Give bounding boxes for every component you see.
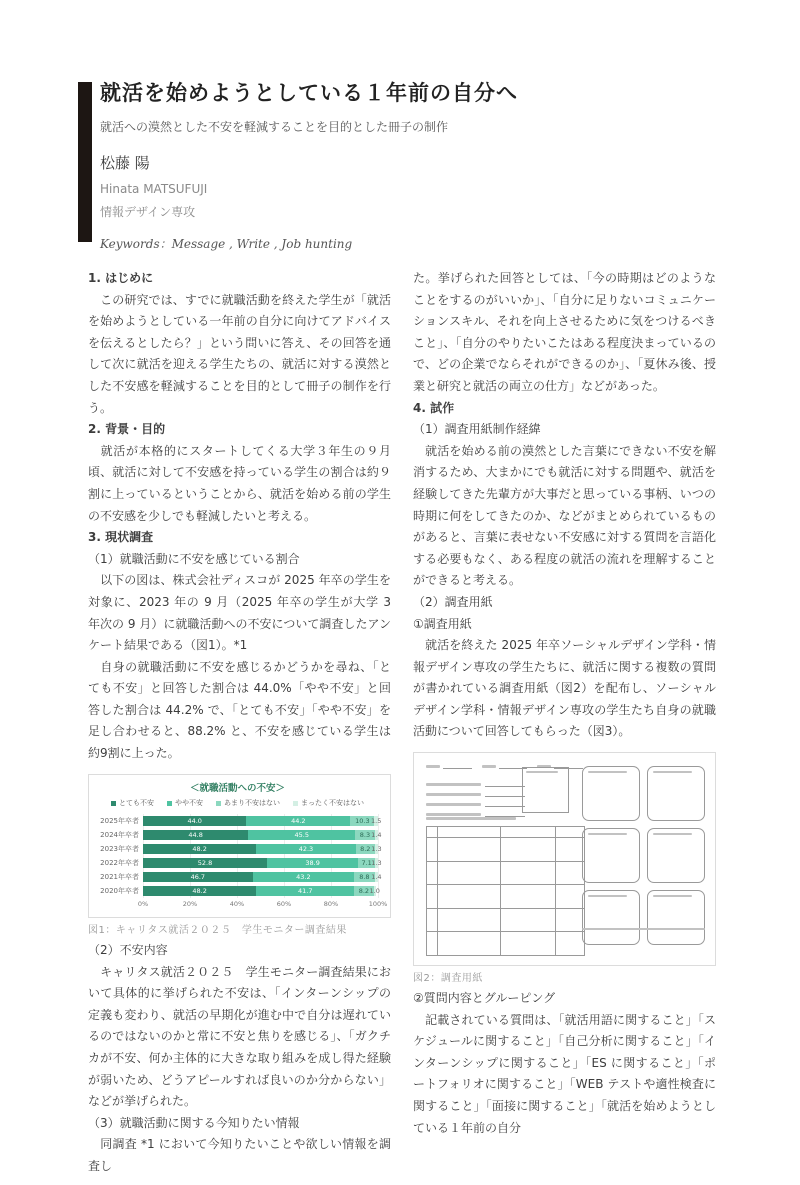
- bar-value-label: 8.2: [360, 845, 371, 854]
- legend-swatch: [167, 801, 172, 806]
- section-4-1-paragraph: 就活を始める前の漠然とした言葉にできない不安を解消するため、大まかにでも就活に対する問題や、就活を経験してきた先輩方が大事だと思っている事柄、いつの時期に何をしてきたのか、などがまとめられているものがあると、言葉に表せない不安感に対する質問を言語化する必要もなく、ある程度の就活の流れを理解することができると考える。: [413, 443, 716, 588]
- x-tick-label: 80%: [323, 900, 339, 909]
- chart-category-label: 2024年卒者: [100, 830, 139, 839]
- form-table-cell: [427, 932, 437, 955]
- form-table-cell: [501, 838, 555, 861]
- form-table-cell: [427, 862, 437, 885]
- form-table-cell: [556, 838, 583, 861]
- bar-segment: [246, 816, 350, 826]
- bar-value-label: 44.2: [291, 817, 306, 826]
- answer-box: [582, 828, 640, 883]
- x-tick-label: 20%: [182, 900, 198, 909]
- fig1-plot: [93, 814, 388, 913]
- answer-box: [647, 828, 705, 883]
- form-table-cell: [438, 885, 500, 908]
- bar-value-label: 48.2: [192, 887, 207, 896]
- bar-value-label: 1.0: [369, 887, 380, 896]
- bar-value-label: 7.1: [361, 859, 372, 868]
- page-subtitle: 就活への漠然とした不安を軽減することを目的とした冊子の制作: [100, 120, 449, 135]
- answer-box-title-line: [653, 895, 692, 897]
- bar-segment: [253, 872, 354, 882]
- section-4-1-heading: （1）調査用紙制作経緯: [413, 422, 541, 437]
- form-table-cell: [427, 838, 437, 861]
- form-table-header-cell: [427, 827, 437, 837]
- form-table-cell: [438, 932, 500, 955]
- legend-swatch: [216, 801, 221, 806]
- bar-value-label: 1.3: [371, 859, 382, 868]
- bar-segment: [369, 886, 380, 896]
- bar-segment: [371, 816, 382, 826]
- bar-value-label: 44.0: [187, 817, 202, 826]
- bar-value-label: 42.3: [298, 845, 314, 854]
- bar-value-label: 8.2: [358, 887, 370, 896]
- bar-value-label: 10.3: [355, 817, 370, 826]
- form-table-cell: [501, 862, 555, 885]
- chart-bar-row: [93, 870, 382, 884]
- form-footer-line: [582, 928, 705, 930]
- header: [78, 80, 718, 252]
- bar-segment: [256, 886, 354, 896]
- bar-segment: [267, 858, 358, 868]
- form-answer-boxes: [582, 766, 705, 945]
- bar-value-label: 38.9: [305, 859, 320, 868]
- chart-bar-row: [93, 856, 382, 870]
- chart-x-axis: [137, 900, 388, 913]
- bar-value-label: 1.5: [371, 817, 382, 826]
- bar-segment: [248, 830, 355, 840]
- section-4-2a-heading: ①調査用紙: [413, 616, 472, 631]
- bar-value-label: 44.8: [188, 831, 203, 840]
- form-table-cell: [501, 885, 555, 908]
- section-3-2-heading: （2）不安内容: [88, 943, 168, 958]
- chart-category-label: 2022年卒者: [100, 858, 139, 867]
- form-table-cell: [556, 885, 583, 908]
- x-tick-label: 60%: [276, 900, 292, 909]
- x-tick-label: 40%: [229, 900, 245, 909]
- section-4-heading: 4. 試作: [413, 400, 455, 415]
- bar-segment: [143, 886, 256, 896]
- form-table-cell: [427, 909, 437, 932]
- form-table-cell: [556, 862, 583, 885]
- form-table-header-cell: [438, 827, 500, 837]
- bar-segment: [371, 872, 382, 882]
- bar-value-label: 8.8: [359, 873, 370, 882]
- bar-value-label: 48.2: [192, 845, 207, 854]
- answer-box: [647, 890, 705, 945]
- chart-bar-row: [93, 828, 382, 842]
- bar-value-label: 1.4: [371, 831, 382, 840]
- chart-bar-row: [93, 814, 382, 828]
- bar-value-label: 45.5: [294, 831, 309, 840]
- answer-box: [582, 766, 640, 821]
- stacked-bar: [143, 816, 382, 826]
- chart-category-label: 2020年卒者: [100, 886, 139, 895]
- fig2-caption: 図2：調査用紙: [413, 973, 483, 985]
- legend-label: まったく不安はない: [301, 799, 364, 808]
- legend-swatch: [293, 801, 298, 806]
- legend-item: [293, 800, 364, 807]
- section-3-3-continued-paragraph: た。挙げられた回答としては、「今の時期はどのようなことをするのがいいか」、「自分に足りないコミュニケーションスキル、それを向上させるために気をつけるべきこと」、「自分のやりたいこたはある程度決まっているので、どの企業でならそれができるのか」、「夏休み後、授業と研究と就活の両立の仕方」などがあった。: [413, 271, 716, 393]
- form-table-header-cell: [501, 827, 555, 837]
- stacked-bar: [143, 872, 382, 882]
- bar-value-label: 43.2: [296, 873, 311, 882]
- author-affiliation: 情報デザイン専攻: [100, 205, 196, 220]
- bar-segment: [143, 816, 246, 826]
- bar-value-label: 1.3: [371, 845, 382, 854]
- form-note-box: [522, 767, 569, 813]
- form-table-cell: [427, 885, 437, 908]
- body-columns: [88, 268, 716, 1178]
- stacked-bar: [143, 844, 382, 854]
- answer-box-title-line: [653, 771, 692, 773]
- legend-item: [216, 800, 280, 807]
- section-2-paragraph: 就活が本格的にスタートしてくる大学３年生の９月頃、就活に対して不安感を持っている学生の割合は約９割に上っているということから、就活を始める前の学生の不安感を少しでも軽減したいと考える。: [88, 443, 391, 523]
- form-table-cell: [556, 909, 583, 932]
- section-3-2-paragraph: キャリタス就活２０２５ 学生モニター調査結果において具体的に挙げられた不安は、「インターンシップの定義も変わり、就活の早期化が進む中で自分は遅れているのではないのかと常に不安と焦りを感じる」、「ガクチカが不安、何か主体的に大きな取り組みを成し得た経験が弱いため、どうアピールすれば良いのか分からない」などが挙げられた。: [88, 964, 391, 1109]
- legend-swatch: [111, 801, 116, 806]
- stacked-bar: [143, 886, 378, 896]
- answer-box-title-line: [588, 771, 627, 773]
- section-4-2b-heading: ②質問内容とグルーピング: [413, 991, 556, 1006]
- section-3-1-heading: （1）就職活動に不安を感じている割合: [88, 551, 300, 566]
- section-3-1-paragraph-2: 自身の就職活動に不安を感じるかどうかを尋ね、「とても不安」と回答した割合は 44.0%「やや不安」と回答した割合は 44.2% で、「とても不安」「やや不安」を足し合わせると、88.2% と、不安を感じている学生は約9割に上った。: [88, 659, 391, 761]
- bar-segment: [143, 830, 248, 840]
- bar-value-label: 1.4: [371, 873, 382, 882]
- bar-segment: [143, 872, 253, 882]
- title-accent-bar: [78, 82, 92, 242]
- legend-item: [167, 800, 203, 807]
- bar-value-label: 8.3: [359, 831, 371, 840]
- legend-label: とても不安: [119, 799, 154, 808]
- stacked-bar: [143, 858, 382, 868]
- chart-category-label: 2021年卒者: [100, 872, 139, 881]
- legend-item: [111, 800, 154, 807]
- bar-value-label: 46.7: [190, 873, 206, 882]
- fig1-legend: [93, 800, 382, 807]
- chart-title: ＜就職活動への不安＞: [189, 782, 285, 794]
- bar-segment: [256, 844, 355, 854]
- author-name: 松藤 陽: [100, 154, 150, 173]
- section-4-2-heading: （2）調査用紙: [413, 594, 493, 609]
- answer-box: [647, 766, 705, 821]
- bar-segment: [371, 858, 382, 868]
- section-3-heading: 3. 現状調査: [88, 530, 154, 545]
- fig2-survey-form-figure: [413, 752, 716, 966]
- form-table-cell: [438, 862, 500, 885]
- form-table-header-cell: [556, 827, 583, 837]
- form-table-cell: [556, 932, 583, 955]
- form-table-cell: [438, 909, 500, 932]
- bar-segment: [371, 844, 382, 854]
- form-question-lines: [426, 777, 525, 817]
- legend-label: あまり不安はない: [224, 799, 280, 808]
- legend-label: やや不安: [175, 799, 203, 808]
- bar-segment: [143, 858, 267, 868]
- answer-box-title-line: [588, 895, 627, 897]
- bar-value-label: 41.7: [298, 887, 313, 896]
- fig1-rows: [93, 814, 382, 898]
- bar-value-label: 52.8: [197, 859, 213, 868]
- form-table-label: [426, 817, 516, 820]
- answer-box: [582, 890, 640, 945]
- form-table-cell: [501, 932, 555, 955]
- section-2-heading: 2. 背景・目的: [88, 422, 166, 437]
- chart-bar-row: [93, 842, 382, 856]
- form-schedule-table: [426, 826, 585, 956]
- left-column: [88, 268, 391, 1178]
- section-4-2a-paragraph: 就活を終えた 2025 年卒ソーシャルデザイン学科・情報デザイン専攻の学生たちに、就活に関する複数の質問が書かれている調査用紙（図2）を配布し、ソーシャルデザイン学科・情報デザイン専攻の学生たち自身の就職活動について回答してもらった（図3）。: [413, 638, 716, 739]
- section-1-paragraph: この研究では、すでに就職活動を終えた学生が「就活を始めようとしている一年前の自分に向けてアドバイスを伝えるとしたら？」という問いに答え、その回答を通して次に就活を迎える学生たちの、就活に対する漠然とした不安感を軽減することを目的として冊子の制作を行う。: [88, 292, 391, 415]
- section-3-3-paragraph: 同調査 *1 において今知りたいことや欲しい情報を調査し: [88, 1137, 391, 1173]
- bar-segment: [143, 844, 256, 854]
- chart-bar-row: [93, 884, 382, 898]
- right-column: [413, 268, 716, 1178]
- section-1-heading: 1. はじめに: [88, 271, 154, 285]
- form-table-cell: [501, 909, 555, 932]
- section-4-2b-paragraph: 記載されている質問は、「就活用語に関すること」「スケジュールに関すること」「自己分析に関すること」「インターンシップに関すること」「ES に関すること」「ポートフォリオに関すること」「WEB テストや適性検査に関すること」「面接に関すること」「就活を始めようとしている１年前の自分: [413, 1012, 716, 1135]
- form-table-cell: [438, 838, 500, 861]
- answer-box-title-line: [653, 833, 692, 835]
- page-title: 就活を始めようとしている１年前の自分へ: [100, 81, 518, 105]
- answer-box-title-line: [588, 833, 627, 835]
- chart-category-label: 2023年卒者: [100, 844, 139, 853]
- x-tick-label: 100%: [368, 900, 388, 909]
- section-3-1-paragraph-1: 以下の図は、株式会社ディスコが 2025 年卒の学生を対象に、2023 年の 9 月（2025 年卒の学生が大学 3 年次の 9 月）に就職活動への不安について調査したアンケート結果である（図1）。*1: [88, 573, 391, 653]
- x-tick-label: 0%: [137, 900, 149, 909]
- bar-segment: [371, 830, 382, 840]
- stacked-bar: [143, 830, 382, 840]
- fig1-chart: [88, 774, 391, 918]
- author-name-en: Hinata MATSUFUJI: [100, 182, 208, 197]
- section-3-3-heading: （3）就職活動に関する今知りたい情報: [88, 1115, 300, 1130]
- keywords-line: Keywords：Message , Write , Job hunting: [100, 237, 353, 252]
- chart-category-label: 2025年卒者: [100, 816, 139, 825]
- fig1-caption: 図1：キャリタス就活２０２５ 学生モニター調査結果: [88, 925, 347, 937]
